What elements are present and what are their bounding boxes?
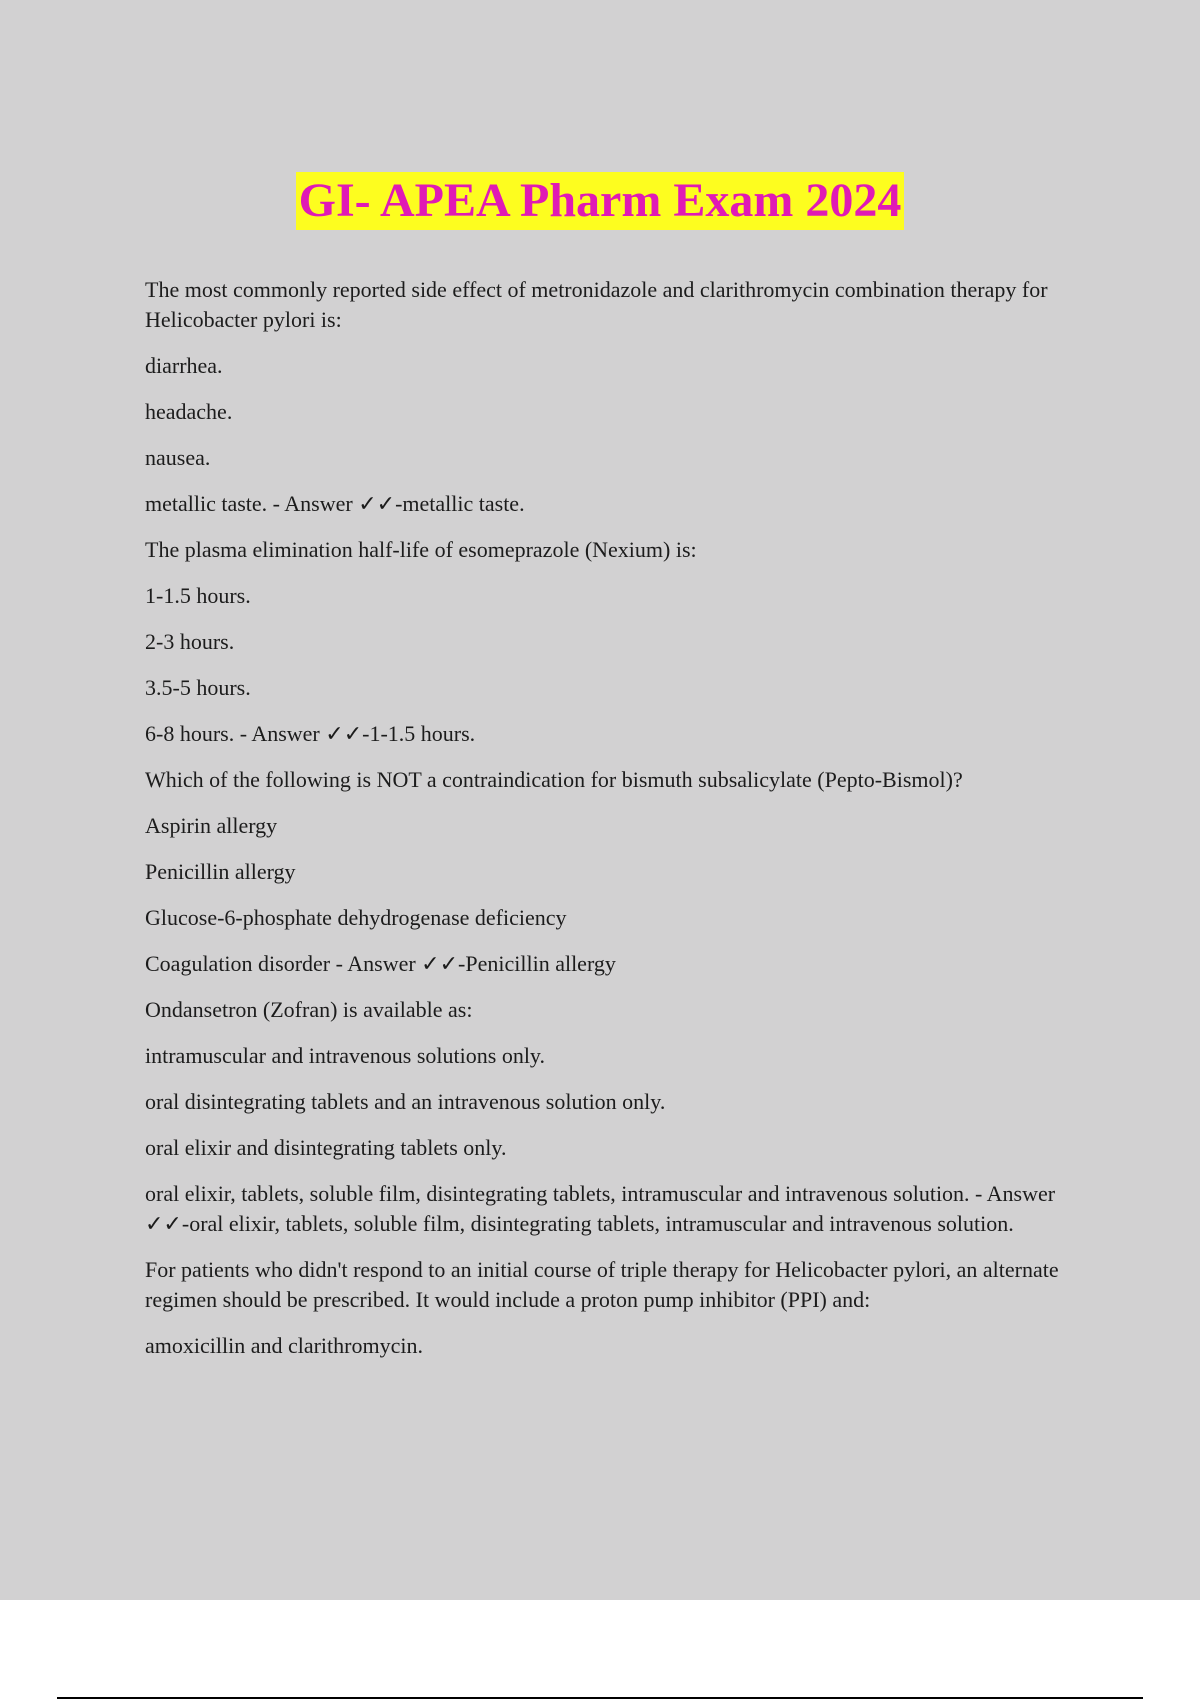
question-2-option-3: 3.5-5 hours. <box>145 675 251 700</box>
question-3-option-3: Glucose-6-phosphate dehydrogenase deficiency <box>145 905 567 930</box>
question-4-answer: oral elixir, tablets, soluble film, disintegrating tablets, intramuscular and intravenous solution. - Answer ✓✓-oral elixir, tablets, soluble film, disintegrating tablets, intramuscular and intravenous solution. <box>145 1181 1056 1236</box>
question-4-option-1: intramuscular and intravenous solutions only. <box>145 1043 546 1068</box>
question-5-stem: For patients who didn't respond to an initial course of triple therapy for Helicobacter pylori, an alternate regimen should be prescribed. It would include a proton pump inhibitor (PPI) and: <box>145 1257 1059 1312</box>
document-body <box>145 275 1075 1377</box>
question-1-option-2: headache. <box>145 399 233 424</box>
question-2-option-1: 1-1.5 hours. <box>145 583 251 608</box>
question-2-stem: The plasma elimination half-life of esomeprazole (Nexium) is: <box>145 537 697 562</box>
question-2-option-2: 2-3 hours. <box>145 629 235 654</box>
question-4-option-2: oral disintegrating tablets and an intravenous solution only. <box>145 1089 666 1114</box>
question-1-answer: metallic taste. - Answer ✓✓-metallic taste. <box>145 491 525 516</box>
question-5-option-1: amoxicillin and clarithromycin. <box>145 1333 423 1358</box>
question-4-option-3: oral elixir and disintegrating tablets only. <box>145 1135 507 1160</box>
question-3-option-1: Aspirin allergy <box>145 813 278 838</box>
question-3-stem: Which of the following is NOT a contraindication for bismuth subsalicylate (Pepto-Bismol)? <box>145 767 963 792</box>
footer-divider <box>57 1697 1143 1699</box>
question-4-stem: Ondansetron (Zofran) is available as: <box>145 997 473 1022</box>
question-1-option-3: nausea. <box>145 445 211 470</box>
question-3-option-2: Penicillin allergy <box>145 859 296 884</box>
page-title: GI- APEA Pharm Exam 2024 <box>296 172 905 230</box>
question-2-answer: 6-8 hours. - Answer ✓✓-1-1.5 hours. <box>145 721 476 746</box>
title-container <box>0 172 1200 230</box>
question-3-answer: Coagulation disorder - Answer ✓✓-Penicillin allergy <box>145 951 616 976</box>
question-1-option-1: diarrhea. <box>145 353 223 378</box>
question-1-stem: The most commonly reported side effect of metronidazole and clarithromycin combination therapy for Helicobacter pylori is: <box>145 277 1048 332</box>
